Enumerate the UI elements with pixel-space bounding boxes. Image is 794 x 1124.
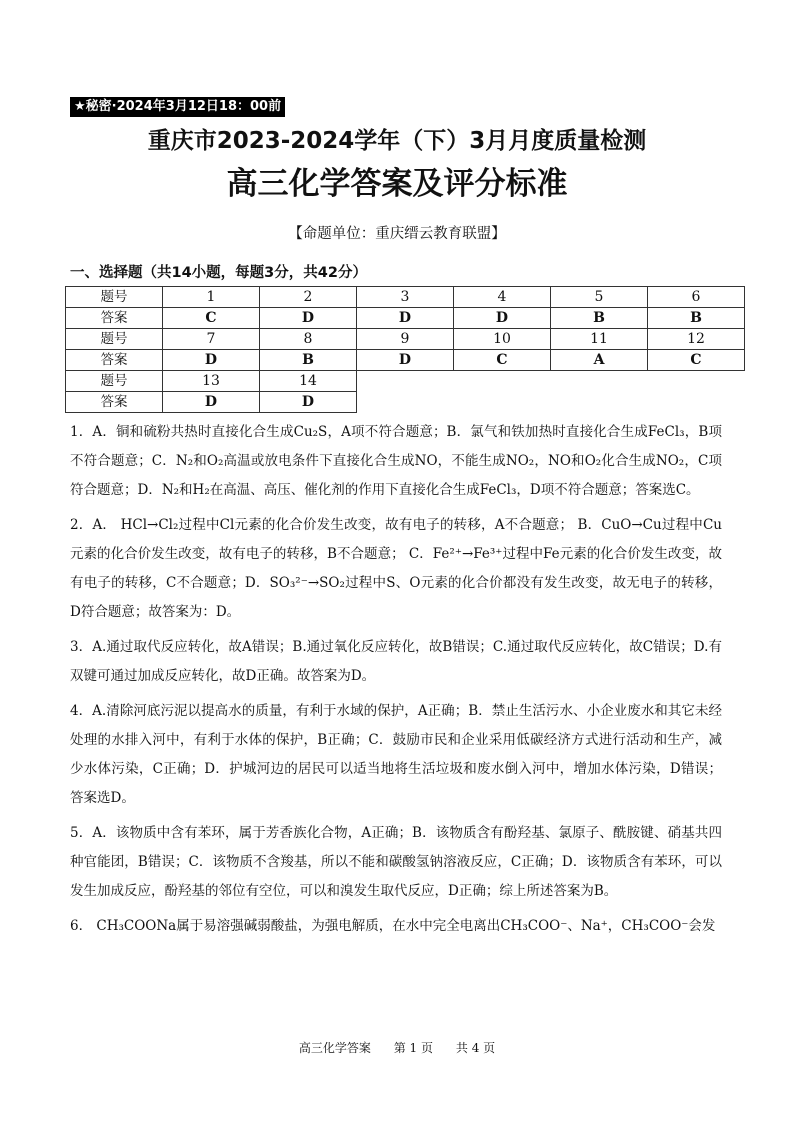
table-row xyxy=(66,350,745,371)
question-number: 11 xyxy=(551,329,648,350)
question-number: 7 xyxy=(163,329,260,350)
answer-cell: D xyxy=(454,308,551,329)
row-label: 答案 xyxy=(66,350,163,371)
answer-cell: D xyxy=(163,392,260,413)
table-row xyxy=(66,287,745,308)
answer-cell: D xyxy=(260,392,357,413)
answer-cell: B xyxy=(648,308,745,329)
question-number: 5 xyxy=(551,287,648,308)
answer-cell: A xyxy=(551,350,648,371)
row-label: 题号 xyxy=(66,329,163,350)
explanations xyxy=(70,418,722,947)
answer-cell: B xyxy=(260,350,357,371)
explanation-q4: 4．A.清除河底污泥以提高水的质量，有利于水域的保护，A正确；B．禁止生活污水、小企业废水和其它未经处理的水排入河中，有利于水体的保护，B正确；C．鼓励市民和企业采用低碳经济方式进行活动和生产，减少水体污染，C正确；D．护城河边的居民可以适当地将生活垃圾和废水倒入河中，增加水体污染，D错误；答案选D。 xyxy=(70,703,722,806)
answer-cell: D xyxy=(357,350,454,371)
answer-cell: C xyxy=(648,350,745,371)
question-number: 4 xyxy=(454,287,551,308)
answer-cell: D xyxy=(163,350,260,371)
question-number: 1 xyxy=(163,287,260,308)
row-label: 题号 xyxy=(66,371,163,392)
exam-title: 重庆市2023-2024学年（下）3月月度质量检测 xyxy=(147,128,647,154)
table-row xyxy=(66,392,745,413)
explanation-q3: 3．A.通过取代反应转化，故A错误；B.通过氧化反应转化，故B错误；C.通过取代反应转化，故C错误；D.有双键可通过加成反应转化，故D正确。故答案为D。 xyxy=(70,639,722,684)
section-heading: 一、选择题（共14小题，每题3分，共42分） xyxy=(70,265,367,281)
row-label: 题号 xyxy=(66,287,163,308)
question-number: 13 xyxy=(163,371,260,392)
row-label: 答案 xyxy=(66,308,163,329)
answer-cell: C xyxy=(454,350,551,371)
page-title: 高三化学答案及评分标准 xyxy=(226,166,568,202)
question-number: 8 xyxy=(260,329,357,350)
answer-cell: B xyxy=(551,308,648,329)
answer-table xyxy=(65,286,745,413)
question-number: 12 xyxy=(648,329,745,350)
question-number: 14 xyxy=(260,371,357,392)
table-row xyxy=(66,308,745,329)
confidential-notice: ★秘密·2024年3月12日18：00前 xyxy=(70,97,285,117)
question-number: 6 xyxy=(648,287,745,308)
explanation-q1: 1．A．铜和硫粉共热时直接化合生成Cu₂S，A项不符合题意；B．氯气和铁加热时直接化合生成FeCl₃，B项不符合题意；C．N₂和O₂高温或放电条件下直接化合生成NO，不能生成NO₂，NO和O₂化合生成NO₂，C项符合题意；D．N₂和H₂在高温、高压、催化剂的作用下直接化合生成FeCl₃，D项不符合题意；答案选C。 xyxy=(70,424,722,498)
table-row xyxy=(66,329,745,350)
row-label: 答案 xyxy=(66,392,163,413)
explanation-q2: 2．A． HCl→Cl₂过程中Cl元素的化合价发生改变，故有电子的转移，A不合题意； B．CuO→Cu过程中Cu元素的化合价发生改变，故有电子的转移，B不合题意； C．Fe²⁺→Fe³⁺过程中Fe元素的化合价发生改变，故有电子的转移，C不合题意；D．SO₃²⁻→SO₂过程中S、O元素的化合价都没有发生改变，故无电子的转移，D符合题意；故答案为：D。 xyxy=(70,517,722,620)
answer-cell: C xyxy=(163,308,260,329)
author-unit: 【命题单位：重庆缙云教育联盟】 xyxy=(288,226,506,242)
answer-cell: D xyxy=(357,308,454,329)
question-number: 3 xyxy=(357,287,454,308)
question-number: 9 xyxy=(357,329,454,350)
answer-cell: D xyxy=(260,308,357,329)
question-number: 10 xyxy=(454,329,551,350)
table-row xyxy=(66,371,745,392)
page-footer: 高三化学答案 第 1 页 共 4 页 xyxy=(298,1041,496,1055)
explanation-q6: 6． CH₃COONa属于易溶强碱弱酸盐，为强电解质，在水中完全电离出CH₃COO⁻、Na⁺，CH₃COO⁻会发 xyxy=(70,918,716,934)
question-number: 2 xyxy=(260,287,357,308)
explanation-q5: 5．A．该物质中含有苯环，属于芳香族化合物，A正确；B．该物质含有酚羟基、氯原子、酰胺键、硝基共四种官能团，B错误；C．该物质不含羧基，所以不能和碳酸氢钠溶液反应，C正确；D．该物质含有苯环，可以发生加成反应，酚羟基的邻位有空位，可以和溴发生取代反应，D正确；综上所述答案为B。 xyxy=(70,825,722,899)
